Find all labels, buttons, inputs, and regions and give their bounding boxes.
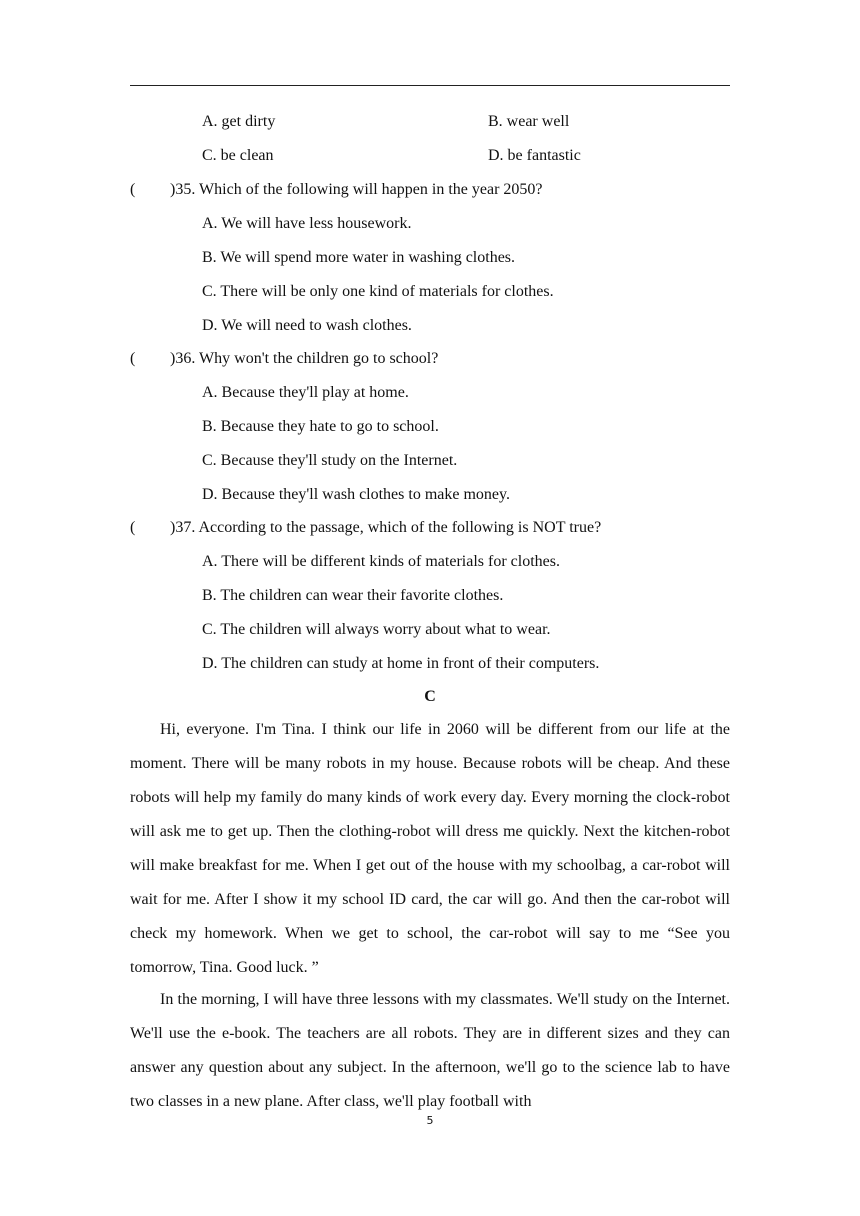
- q36-option-b: B. Because they hate to go to school.: [202, 418, 439, 435]
- page-number: 5: [426, 1114, 434, 1127]
- section-heading: C: [424, 688, 436, 705]
- q35-option-a: A. We will have less housework.: [202, 215, 412, 232]
- q34-option-d: D. be fantastic: [488, 147, 581, 164]
- q35-option-d: D. We will need to wash clothes.: [202, 317, 412, 334]
- question-36: [130, 349, 438, 369]
- passage-paragraph-1: Hi, everyone. I'm Tina. I think our life in 2060 will be different from our life at the moment. There will be many robots in my house. Because robots will be cheap. And these robots will help my family do many kinds of work every day. Every morning the clock-robot will ask me to get up. Then the clothing-robot will dress me quickly. Next the kitchen-robot will make breakfast for me. When I get out of the house with my schoolbag, a car-robot will wait for me. After I show it my school ID card, the car will go. And then the car-robot will check my homework. When we get to school, the car-robot will say to me “See you tomorrow, Tina. Good luck. ”: [130, 721, 730, 976]
- q35-option-b: B. We will spend more water in washing clothes.: [202, 249, 516, 266]
- question-stem: )37. According to the passage, which of the following is NOT true?: [170, 519, 602, 536]
- question-stem: )36. Why won't the children go to school?: [170, 350, 439, 367]
- q37-option-c: C. The children will always worry about what to wear.: [202, 621, 551, 638]
- question-35: [130, 180, 543, 200]
- question-37: [130, 518, 601, 538]
- answer-blank: (: [130, 350, 136, 367]
- q37-option-a: A. There will be different kinds of materials for clothes.: [202, 553, 560, 570]
- q37-option-d: D. The children can study at home in front of their computers.: [202, 655, 600, 672]
- question-stem: )35. Which of the following will happen in the year 2050?: [170, 181, 543, 198]
- answer-blank: (: [130, 519, 136, 536]
- q36-option-a: A. Because they'll play at home.: [202, 384, 409, 401]
- q34-option-b: B. wear well: [488, 113, 570, 130]
- q34-option-c: C. be clean: [202, 147, 274, 164]
- q35-option-c: C. There will be only one kind of materials for clothes.: [202, 283, 554, 300]
- answer-blank: (: [130, 181, 136, 198]
- q36-option-c: C. Because they'll study on the Internet.: [202, 452, 458, 469]
- q34-option-a: A. get dirty: [202, 113, 276, 130]
- q36-option-d: D. Because they'll wash clothes to make money.: [202, 486, 510, 503]
- passage-paragraph-2: In the morning, I will have three lessons with my classmates. We'll study on the Internet. We'll use the e-book. The teachers are all robots. They are in different sizes and they can answer any question about any subject. In the afternoon, we'll go to the science lab to have two classes in a new plane. After class, we'll play football with: [130, 991, 730, 1110]
- header-rule: [130, 85, 730, 86]
- q37-option-b: B. The children can wear their favorite clothes.: [202, 587, 504, 604]
